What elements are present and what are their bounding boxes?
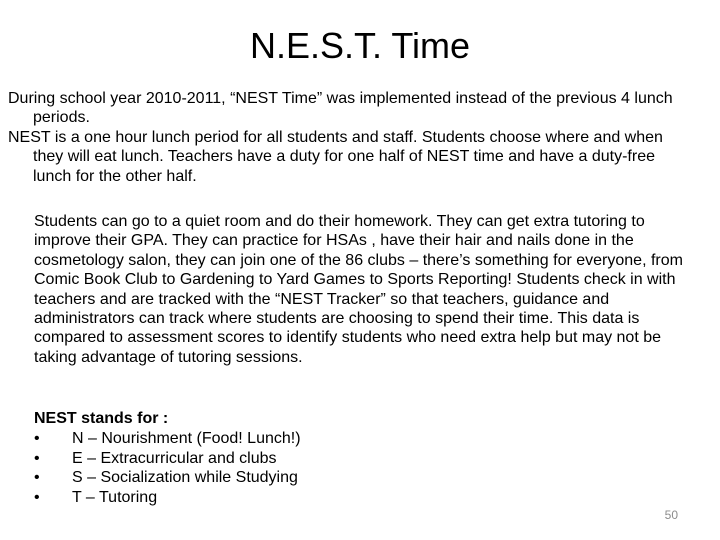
bullet-icon: • [34,489,40,507]
bullet-icon: • [34,449,40,467]
list-item [34,488,634,508]
list-item-text: N – Nourishment (Food! Lunch!) [72,429,301,447]
bullet-icon: • [34,429,40,447]
intro-text [8,89,688,186]
detail-paragraph: Students can go to a quiet room and do their homework. They can get extra tutoring to improve their GPA. They can practice for HSAs , have their hair and nails done in the cosmetology salon, they can join one of the 86 clubs – there’s something for everyone, from Comic Book Club to Gardening to Yard Games to Sports Reporting! Students check in with teachers and are tracked with the “NEST Tracker” so that teachers, guidance and administrators can track where students are choosing to spend their time. This data is compared to assessment scores to identify students who need extra help but may not be taking advantage of tutoring sessions. [34,213,683,366]
list-item [34,429,634,449]
list-item-text: T – Tutoring [72,489,158,507]
list-item-text: S – Socialization while Studying [72,469,298,487]
intro-paragraph: NEST is a one hour lunch period for all students and staff. Students choose where and when they will eat lunch. Teachers have a duty for one half of NEST time and have a duty-free lunch for the other half. [8,128,663,185]
acronym-heading: NEST stands for : [34,410,169,427]
page-number: 50 [664,508,678,522]
acronym-section [34,409,634,508]
slide-title: N.E.S.T. Time [249,25,471,66]
intro-paragraph: During school year 2010-2011, “NEST Time” was implemented instead of the previous 4 lunch periods. [8,90,673,127]
list-item [34,449,634,469]
list-item [34,468,634,488]
bullet-icon: • [34,469,40,487]
list-item-text: E – Extracurricular and clubs [72,449,277,467]
acronym-list [34,429,634,508]
